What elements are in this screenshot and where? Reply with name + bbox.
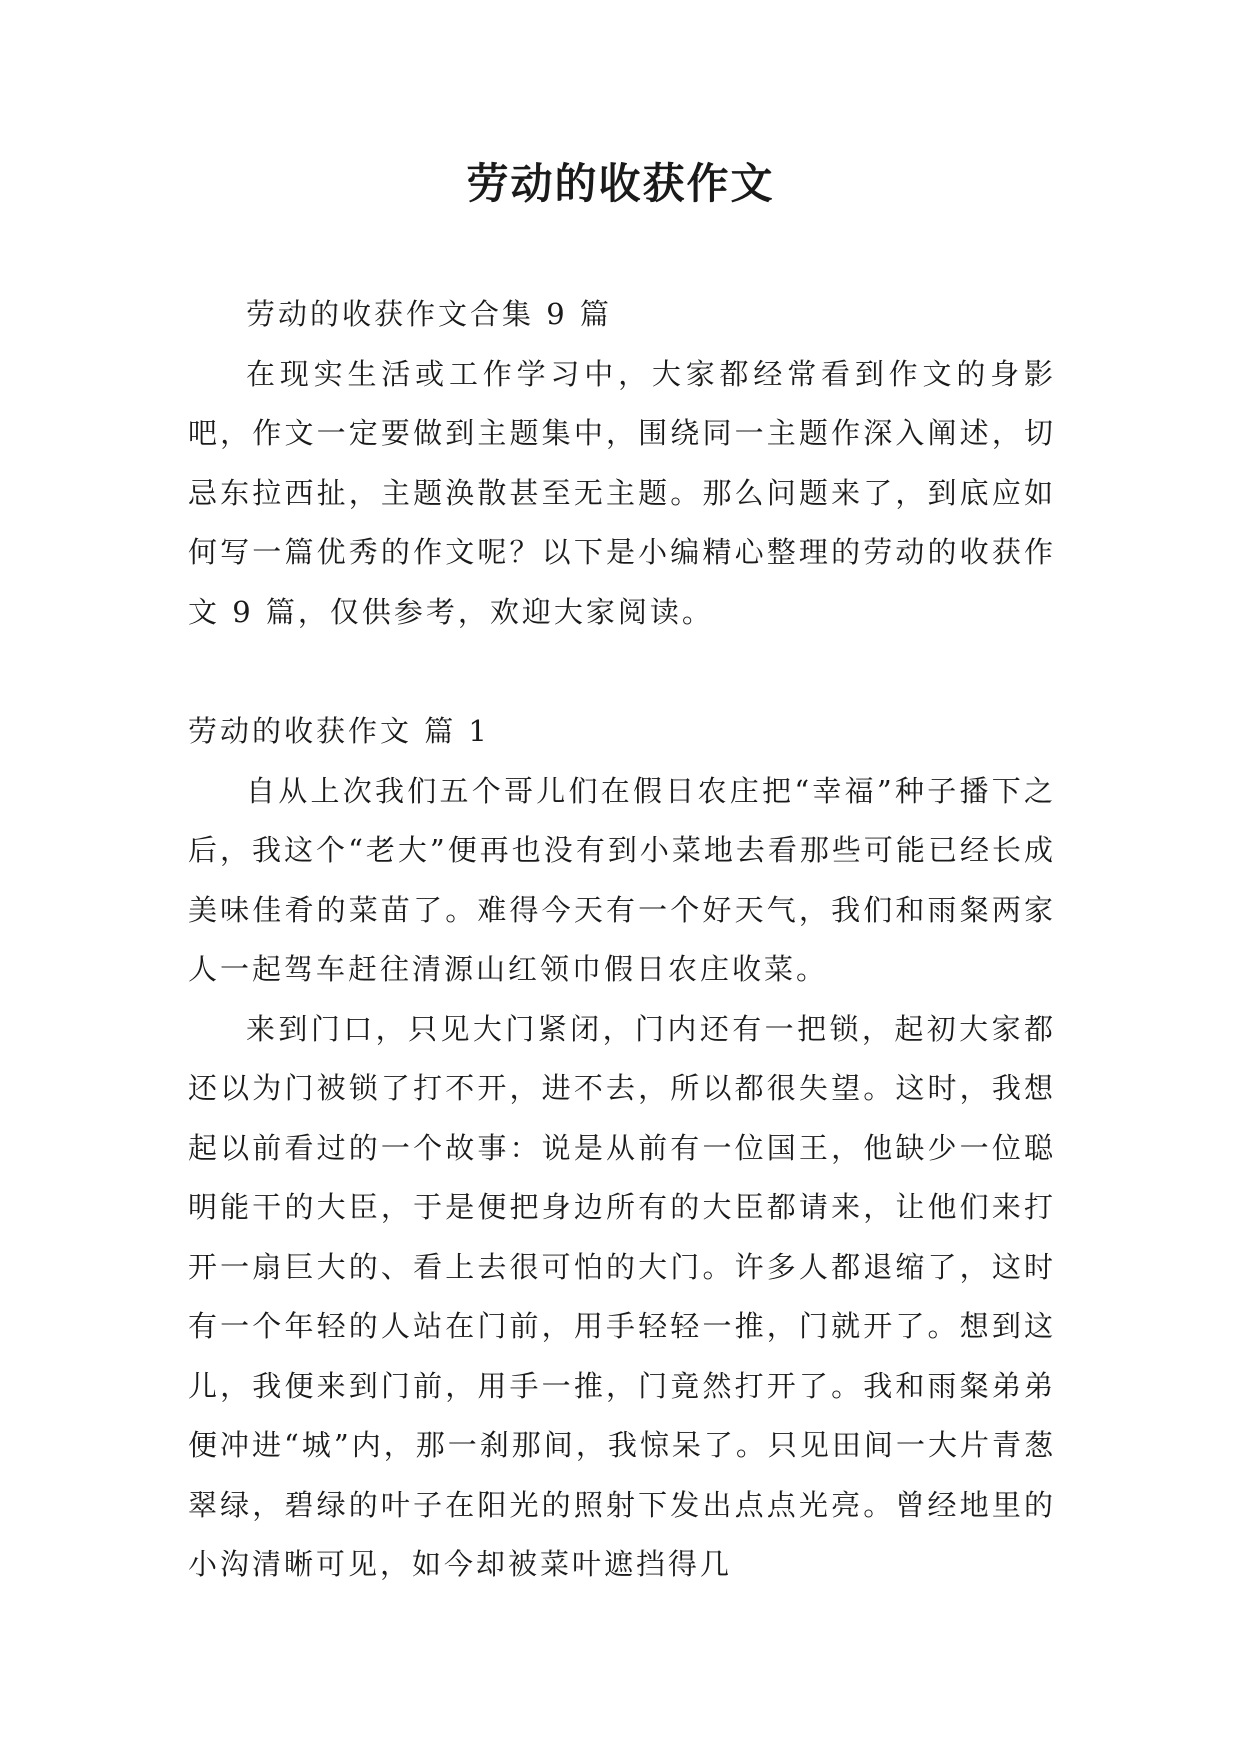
section-spacer bbox=[188, 642, 1056, 702]
collection-line: 劳动的收获作文合集 9 篇 bbox=[246, 297, 612, 331]
section-heading: 劳动的收获作文 篇 1 bbox=[188, 714, 490, 748]
document-title: 劳动的收获作文 bbox=[466, 159, 775, 208]
body-paragraph: 来到门口，只见大门紧闭，门内还有一把锁，起初大家都还以为门被锁了打不开，进不去，所以都很失望。这时，我想起以前看过的一个故事：说是从前有一位国王，他缺少一位聪明能干的大臣，于是便把身边所有的大臣都请来，让他们来打开一扇巨大的、看上去很可怕的大门。许多人都退缩了，这时有一个年轻的人站在门前，用手轻轻一推，门就开了。想到这儿，我便来到门前，用手一推，门竟然打开了。我和雨粲弟弟便冲进“城”内，那一刹那间，我惊呆了。只见田间一大片青葱翠绿，碧绿的叶子在阳光的照射下发出点点光亮。曾经地里的小沟清晰可见，如今却被菜叶遮挡得几 bbox=[188, 1011, 1056, 1581]
body-paragraph: 自从上次我们五个哥儿们在假日农庄把“幸福”种子播下之后，我这个“老大”便再也没有到小菜地去看那些可能已经长成美味佳肴的菜苗了。难得今天有一个好天气，我们和雨粲两家人一起驾车赶往清源山红领巾假日农庄收菜。 bbox=[188, 773, 1056, 986]
document-body bbox=[188, 285, 1056, 1595]
intro-paragraph: 在现实生活或工作学习中，大家都经常看到作文的身影吧，作文一定要做到主题集中，围绕同一主题作深入阐述，切忌东拉西扯，主题涣散甚至无主题。那么问题来了，到底应如何写一篇优秀的作文呢？以下是小编精心整理的劳动的收获作文 9 篇，仅供参考，欢迎大家阅读。 bbox=[188, 356, 1056, 629]
